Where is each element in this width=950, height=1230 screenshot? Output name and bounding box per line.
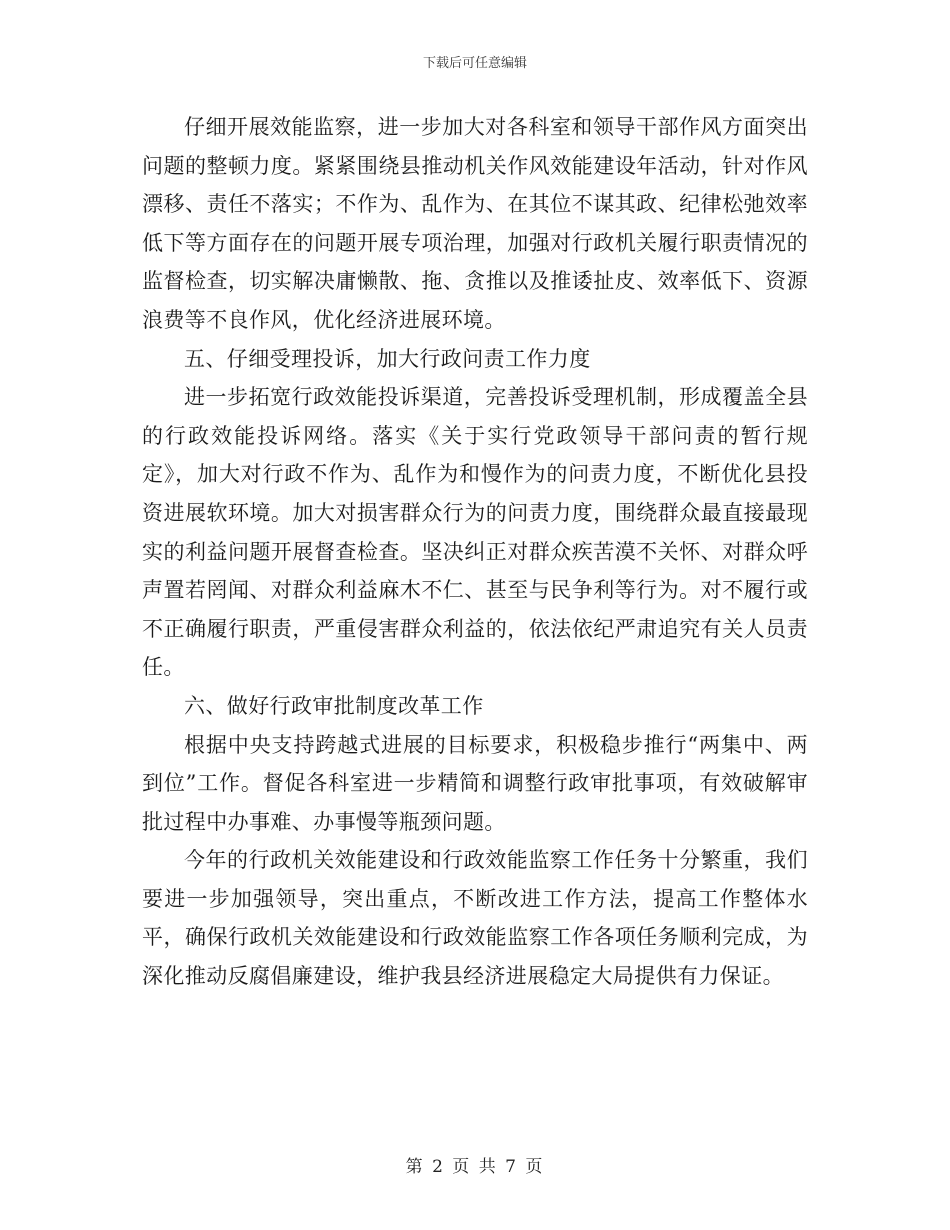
section-heading-6: 六、做好行政审批制度改革工作 [184,693,484,718]
page-header: 下载后可任意编辑 [422,56,527,71]
paragraph-conclusion: 今年的行政机关效能建设和行政效能监察工作任务十分繁重，我们要进一步加强领导，突出重点，不断改进工作方法，提高工作整体水平，确保行政机关效能建设和行政效能监察工作各项任务顺利完成，为深化推动反腐倡廉建设，维护我县经济进展稳定大局提供有力保证。 [142,848,808,989]
paragraph-efficiency-supervision: 仔细开展效能监察，进一步加大对各科室和领导干部作风方面突出问题的整顿力度。紧紧围绕县推动机关作风效能建设年活动，针对作风漂移、责任不落实；不作为、乱作为、在其位不谋其政、纪律松弛效率低下等方面存在的问题开展专项治理，加强对行政机关履行职责情况的监督检查，切实解决庸懒散、拖、贪推以及推诿扯皮、效率低下、资源浪费等不良作风，优化经济进展环境。 [142,115,808,332]
section-heading-5: 五、仔细受理投诉，加大行政问责工作力度 [184,346,591,371]
page-number: 第 2 页 共 7 页 [405,1157,545,1177]
paragraph-complaints: 进一步拓宽行政效能投诉渠道，完善投诉受理机制，形成覆盖全县的行政效能投诉网络。落实《关于实行党政领导干部问责的暂行规定》，加大对行政不作为、乱作为和慢作为的问责力度，不断优化县投资进展软环境。加大对损害群众行为的问责力度，围绕群众最直接最现实的利益问题开展督查检查。坚决纠正对群众疾苦漠不关怀、对群众呼声置若罔闻、对群众利益麻木不仁、甚至与民争利等行为。对不履行或不正确履行职责，严重侵害群众利益的，依法依纪严肃追究有关人员责任。 [142,385,808,680]
paragraph-approval-reform: 根据中央支持跨越式进展的目标要求，积极稳步推行“两集中、两到位”工作。督促各科室进一步精简和调整行政审批事项，有效破解审批过程中办事难、办事慢等瓶颈问题。 [142,732,808,834]
document-body [142,108,808,996]
